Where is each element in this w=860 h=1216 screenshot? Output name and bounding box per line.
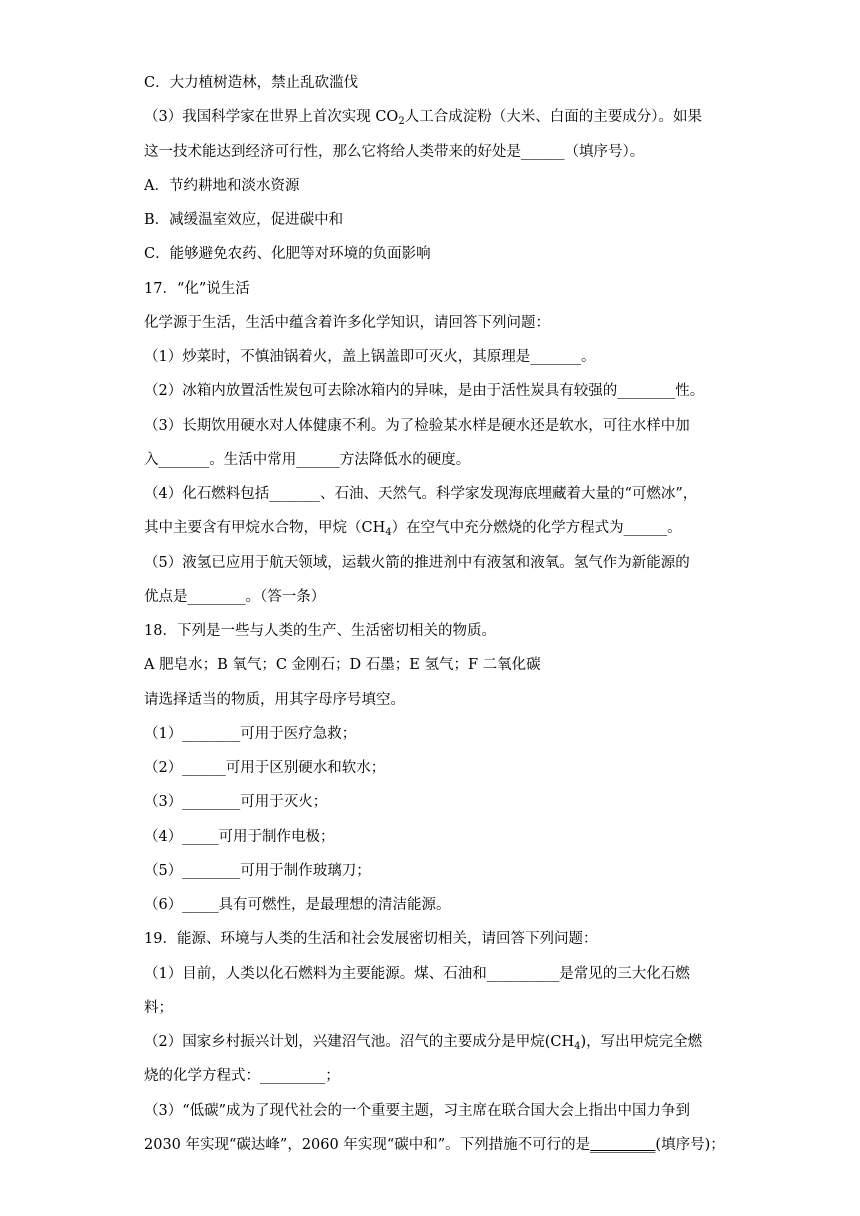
text-segment: （1）炒菜时，不慎油锅着火，盖上锅盖即可灭火，其原理是_______。 <box>144 349 596 365</box>
text-segment: 17．“化”说生活 <box>144 280 250 297</box>
text-segment: 烧的化学方程式：_________； <box>144 1068 340 1085</box>
text-segment: ）在空气中充分燃烧的化学方程式为______。 <box>391 520 682 537</box>
subscript: 2 <box>398 116 405 128</box>
q18-options <box>144 648 740 682</box>
q17-sub2 <box>144 374 740 408</box>
text-segment: （5）液氢已应用于航天领域，运载火箭的推进剂中有液氢和液氧。氢气作为新能源的 <box>144 554 690 571</box>
q18-title <box>144 614 740 648</box>
q18-sub3 <box>144 785 740 819</box>
text-segment: （3）长期饮用硬水对人体健康不利。为了检验某水样是硬水还是软水，可往水样中加 <box>144 417 690 434</box>
q16-sub3-option-b <box>144 203 740 237</box>
text-segment: （6）_____具有可燃性，是最理想的清洁能源。 <box>144 897 451 913</box>
text-segment: （3）“低碳”成为了现代社会的一个重要主题，习主席在联合国大会上指出中国力争到 <box>144 1102 691 1119</box>
text-segment: 料； <box>144 999 173 1016</box>
q16-option-c-plant-trees <box>144 66 740 100</box>
text-segment: （1）目前，人类以化石燃料为主要能源。煤、石油和__________是常见的三大化石燃 <box>144 965 690 982</box>
q16-sub3-option-c <box>144 237 740 271</box>
text-segment: 18．下列是一些与人类的生产、生活密切相关的物质。 <box>144 623 496 639</box>
text-segment: （4）化石燃料包括_______、石油、天然气。科学家发现海底埋藏着大量的“可燃冰”， <box>144 486 698 502</box>
q16-sub3-stem-line1 <box>144 100 740 134</box>
q19-sub1-line1 <box>144 957 740 991</box>
text-segment: 其中主要含有甲烷水合物，甲烷（CH <box>144 520 386 537</box>
answer-blank: _________ <box>590 1136 656 1153</box>
q17-sub4-line1 <box>144 477 740 511</box>
subscript: 4 <box>385 527 392 539</box>
text-segment: 2030 年实现“碳达峰”，2060 年实现“碳中和”。下列措施不可行的是 <box>144 1136 591 1153</box>
q17-sub5-line2 <box>144 580 740 614</box>
text-segment: 优点是________。（答一条） <box>144 588 326 605</box>
q17-title <box>144 272 740 306</box>
question-content <box>144 66 740 1162</box>
text-segment: （5）________可用于制作玻璃刀； <box>144 862 371 879</box>
text-segment: 人工合成淀粉（大米、白面的主要成分）。如果 <box>404 109 702 126</box>
q17-sub1 <box>144 340 740 374</box>
text-segment: 这一技术能达到经济可行性，那么它将给人类带来的好处是______（填序号）。 <box>144 143 645 160</box>
text-segment: （2）______可用于区别硬水和软水； <box>144 760 386 776</box>
q19-sub1-line2 <box>144 991 740 1025</box>
q19-sub2-line2 <box>144 1059 740 1093</box>
q18-sub2 <box>144 751 740 785</box>
text-segment: )，写出甲烷完全燃 <box>580 1034 703 1050</box>
text-segment: （3）我国科学家在世界上首次实现 CO <box>144 109 399 126</box>
q19-sub3-line2 <box>144 1128 740 1162</box>
q19-sub3-line1 <box>144 1094 740 1128</box>
text-segment: （2）国家乡村振兴计划，兴建沼气池。沼气的主要成分是甲烷(CH <box>144 1034 575 1050</box>
text-segment: A．节约耕地和淡水资源 <box>144 177 300 194</box>
q17-sub4-line2 <box>144 511 740 545</box>
q17-intro <box>144 306 740 340</box>
q17-sub5-line1 <box>144 546 740 580</box>
text-segment: 化学源于生活，生活中蕴含着许多化学知识，请回答下列问题： <box>144 314 550 331</box>
text-segment: (填序号)； <box>655 1136 725 1153</box>
q17-sub3-line1 <box>144 409 740 443</box>
text-segment: （3）________可用于灭火； <box>144 794 328 811</box>
text-segment: （2）冰箱内放置活性炭包可去除冰箱内的异味，是由于活性炭具有较强的________性。 <box>144 383 705 400</box>
text-segment: （1）________可用于医疗急救； <box>144 725 357 742</box>
q19-title <box>144 922 740 956</box>
q18-instruction <box>144 683 740 717</box>
q18-sub1 <box>144 717 740 751</box>
q19-sub2-line1 <box>144 1025 740 1059</box>
text-segment: 请选择适当的物质，用其字母序号填空。 <box>144 691 405 708</box>
text-segment: 19．能源、环境与人类的生活和社会发展密切相关，请回答下列问题： <box>144 931 598 948</box>
text-segment: 入_______。生活中常用______方法降低水的硬度。 <box>144 451 471 468</box>
q16-sub3-stem-line2 <box>144 135 740 169</box>
text-segment: A 肥皂水；B 氧气；C 金刚石；D 石墨；E 氢气；F 二氧化碳 <box>144 657 541 674</box>
q18-sub4 <box>144 820 740 854</box>
q17-sub3-line2 <box>144 443 740 477</box>
text-segment: C．能够避免农药、化肥等对环境的负面影响 <box>144 246 431 263</box>
q18-sub6 <box>144 888 740 922</box>
subscript: 4 <box>574 1041 581 1052</box>
q16-sub3-option-a <box>144 169 740 203</box>
text-segment: B．减缓温室效应，促进碳中和 <box>144 212 344 228</box>
q18-sub5 <box>144 854 740 888</box>
text-segment: C．大力植树造林，禁止乱砍滥伐 <box>144 75 359 91</box>
text-segment: （4）_____可用于制作电极； <box>144 828 335 845</box>
